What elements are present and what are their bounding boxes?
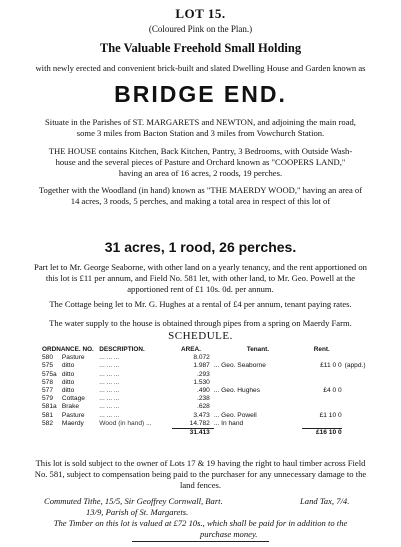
total-area: 31 acres, 1 rood, 26 perches. [104, 239, 297, 255]
schedule-row [42, 420, 378, 429]
schedule-tenant [214, 379, 302, 387]
tithe-line-2: 13/9, Parish of St. Margarets. [86, 507, 189, 517]
schedule-row [42, 403, 378, 411]
woodland-line-2: 14 acres, 3 roods, 5 perches, and making a total area in respect of this lot of [70, 196, 331, 206]
schedule-rent [302, 420, 342, 429]
let-line-2: this lot is £11 per annum, and Field No. 581 let, with other land, to Mr. Geo. Powell at the [45, 273, 356, 283]
schedule-area: .490 [197, 387, 210, 395]
header-ordnance-no: ORDNANCE. NO. [42, 346, 94, 353]
schedule-row [42, 371, 378, 379]
schedule-description: ditto [61, 370, 75, 378]
schedule-row [42, 412, 378, 420]
schedule-description: Pasture [61, 354, 85, 362]
schedule-tenant: ... Geo. Hughes [213, 387, 261, 395]
location-line-2: some 3 miles from Bacton Station and 3 miles from Vowchurch Station. [76, 128, 325, 138]
schedule-row [42, 387, 378, 395]
lot-title: LOT 15. [175, 6, 226, 21]
schedule-row [42, 395, 378, 403]
schedule-rent: £11 0 0 [320, 362, 342, 370]
house-line-2: house and the several pieces of Pasture and Orchard known as "COOPERS LAND," [55, 157, 346, 167]
schedule-table [42, 346, 378, 437]
schedule-description: ditto [61, 362, 75, 370]
land-tax: Land Tax, 7/4. [300, 496, 350, 506]
bottom-rule [132, 541, 269, 542]
schedule-total-area: 31.413 [172, 429, 214, 438]
schedule-dots: Wood (in hand) ... [99, 420, 152, 428]
schedule-dots: ... ... ... [99, 387, 120, 395]
schedule-dots: ... ... ... [99, 378, 120, 386]
schedule-body [42, 354, 378, 428]
schedule-dots: ... ... ... [99, 370, 120, 378]
schedule-tenant: ... In hand [213, 420, 244, 428]
cottage-line: The Cottage being let to Mr. G. Hughes at a rental of £4 per annum, tenant paying rates. [49, 299, 352, 309]
schedule-ordnance-no: 581 [42, 411, 54, 419]
schedule-area: .238 [197, 395, 210, 403]
let-line-3: apportioned rent of £1 10s. 0d. per annum. [127, 284, 274, 294]
lot-heading: The Valuable Freehold Small Holding [99, 41, 302, 55]
schedule-area: 8.072 [193, 354, 210, 362]
schedule-description: Maerdy [61, 420, 84, 428]
schedule-rent [302, 354, 342, 362]
tithe-line-1: Commuted Tithe, 15/5, Sir Geoffrey Cornwall, Bart. [44, 496, 223, 506]
schedule-total-rent: £16 10 0 [302, 429, 342, 438]
header-area: AREA. [180, 346, 201, 353]
location-line-1: Situate in the Parishes of ST. MARGARETS and NEWTON, and adjoining the main road, [45, 117, 356, 127]
schedule-rent-note [342, 379, 378, 387]
schedule-ordnance-no: 578 [42, 378, 54, 386]
schedule-rent: £4 0 0 [323, 387, 342, 395]
schedule-title: SCHEDULE. [168, 330, 233, 342]
schedule-dots: ... ... ... [99, 354, 120, 362]
schedule-rent [302, 403, 342, 411]
schedule-rent-note [342, 354, 378, 362]
schedule-area: .293 [197, 370, 210, 378]
schedule-ordnance-no: 575a [42, 370, 57, 378]
header-tenant: Tenant. [246, 346, 270, 353]
schedule-ordnance-no: 580 [42, 354, 54, 362]
water-line: The water supply to the house is obtained through pipes from a spring on Maerdy Farm. [49, 318, 352, 328]
header-rent: Rent. [313, 346, 330, 353]
schedule-tenant [214, 395, 302, 403]
schedule-dots: ... ... ... [99, 411, 120, 419]
schedule-rent-note [342, 412, 378, 420]
woodland-line-1: Together with the Woodland (in hand) known as "THE MAERDY WOOD," having an area of [38, 185, 363, 195]
sold-line-1: This lot is sold subject to the owner of Lots 17 & 19 having the right to haul timber across Field [35, 458, 366, 468]
schedule-description: Brake [61, 403, 80, 411]
sold-line-2: No. 581, subject to compensation being paid to the purchaser for any unnecessary damage to the [34, 469, 367, 479]
schedule-ordnance-no: 575 [42, 362, 54, 370]
schedule-tenant [214, 354, 302, 362]
schedule-rent: £1 10 0 [319, 411, 342, 419]
schedule-area: .628 [197, 403, 210, 411]
schedule-row [42, 354, 378, 362]
sold-line-3: land fences. [179, 480, 222, 490]
property-name: BRIDGE END. [114, 81, 287, 107]
schedule-row [42, 379, 378, 387]
schedule-rent [302, 395, 342, 403]
intro-line: with newly erected and convenient brick-built and slated Dwelling House and Garden known as [35, 63, 366, 73]
schedule-dots: ... ... ... [99, 403, 120, 411]
schedule-rent [302, 379, 342, 387]
schedule-header-row [42, 346, 378, 354]
schedule-dots: ... ... ... [99, 395, 120, 403]
schedule-area: 1.987 [193, 362, 210, 370]
schedule-rent [302, 371, 342, 379]
let-line-1: Part let to Mr. George Seaborne, with other land on a yearly tenancy, and the rent apportioned on [34, 262, 367, 272]
schedule-rent-note [342, 387, 378, 395]
schedule-tenant: ... Geo. Seaborne [213, 362, 266, 370]
schedule-tenant [214, 403, 302, 411]
schedule-tenant [214, 371, 302, 379]
schedule-total-row [42, 429, 378, 438]
schedule-rent-note [342, 395, 378, 403]
schedule-area: 3.473 [193, 411, 210, 419]
schedule-description: Pasture [61, 411, 85, 419]
schedule-description: ditto [61, 378, 75, 386]
schedule-ordnance-no: 582 [42, 420, 54, 428]
schedule-ordnance-no: 577 [42, 387, 54, 395]
schedule-area: 14.782 [189, 419, 210, 427]
house-line-1: THE HOUSE contains Kitchen, Back Kitchen, Pantry, 3 Bedrooms, with Outside Wash- [48, 146, 353, 156]
lot-subtitle: (Coloured Pink on the Plan.) [148, 24, 253, 34]
schedule-area: 1.530 [193, 378, 210, 386]
timber-line-2: purchase money. [200, 529, 258, 539]
schedule-rent-note [342, 403, 378, 411]
header-description: DESCRIPTION. [99, 346, 145, 353]
schedule-rent-note: (appd.) [344, 362, 366, 370]
schedule-row [42, 362, 378, 370]
schedule-description: Cottage [61, 395, 85, 403]
schedule-description: ditto [61, 387, 75, 395]
schedule-ordnance-no: 581a [42, 403, 57, 411]
schedule-dots: ... ... ... [99, 362, 120, 370]
schedule-ordnance-no: 579 [42, 395, 54, 403]
house-line-3: having an area of 16 acres, 2 roods, 19 perches. [118, 168, 283, 178]
timber-line-1: The Timber on this lot is valued at £72 10s., which shall be paid for in addition to the [53, 518, 348, 528]
schedule-rent-note [342, 371, 378, 379]
schedule-tenant: ... Geo. Powell [213, 411, 257, 419]
schedule-rent-note [342, 420, 378, 429]
